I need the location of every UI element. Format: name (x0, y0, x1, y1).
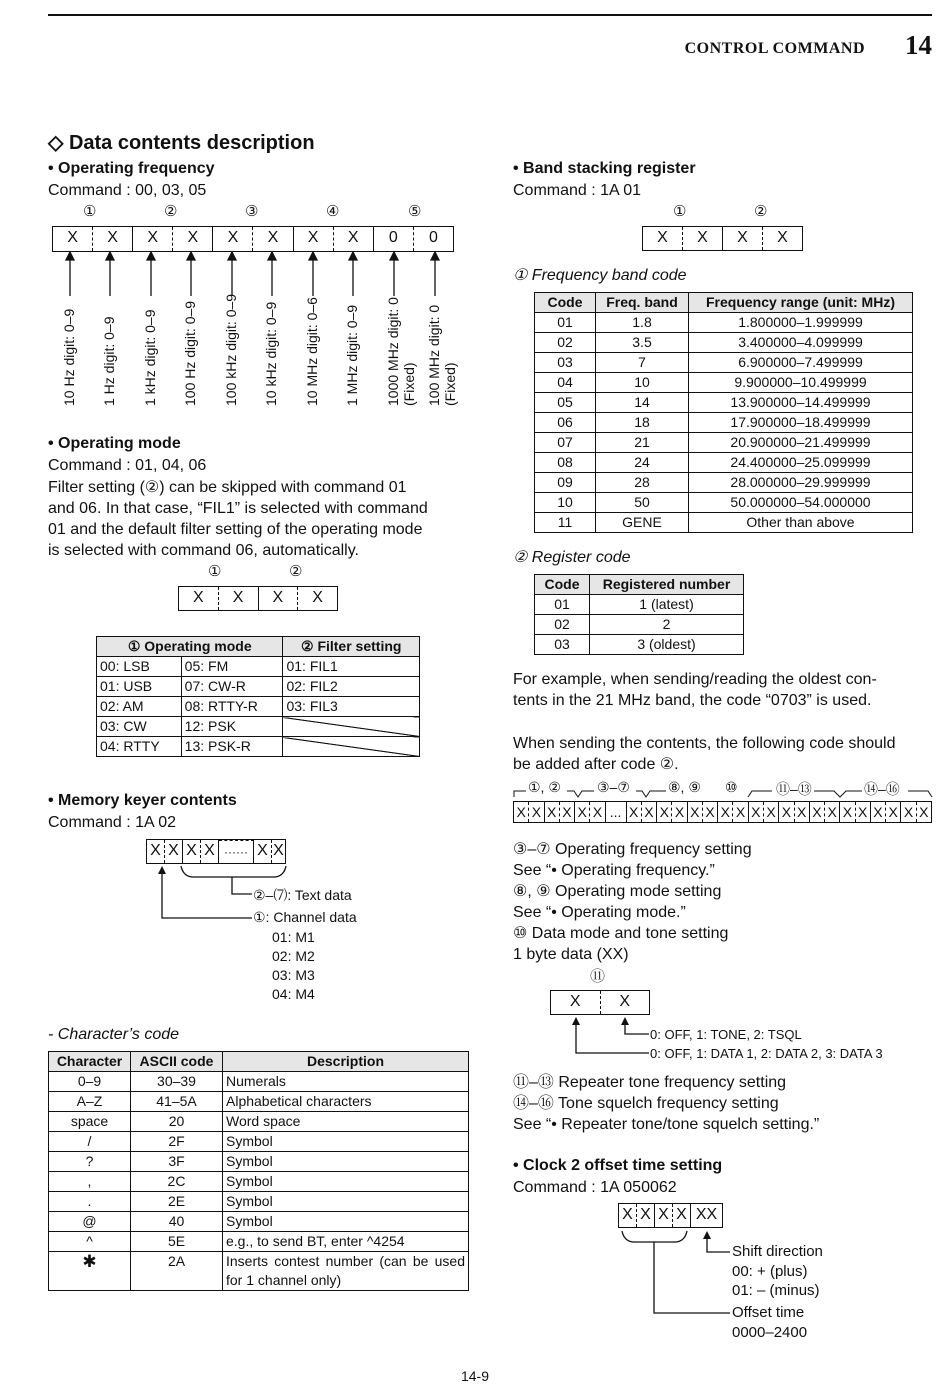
table-cell: 05 (535, 393, 596, 413)
table-cell: 40 (131, 1212, 223, 1232)
legend-line: 00: + (plus) (732, 1262, 808, 1280)
register-code-title: ② Register code (513, 549, 631, 566)
table-header: Code (535, 575, 590, 595)
data-cell: X (173, 227, 213, 251)
table-cell: 2 (590, 615, 744, 635)
digit-label: 1 MHz digit: 0–9 (344, 304, 360, 406)
table-header: ② Filter setting (283, 637, 420, 657)
data-mode-note: 0: OFF, 1: DATA 1, 2: DATA 2, 3: DATA 3 (650, 1046, 883, 1061)
table-cell: 2E (131, 1192, 223, 1212)
data-cell: X (637, 1204, 655, 1227)
marker: ① (208, 563, 222, 580)
marker: ① (673, 203, 687, 220)
seq-group-label: ①, ② (528, 779, 561, 795)
data-cell: X (165, 840, 183, 863)
sending-line: be added after code ②. (513, 756, 679, 773)
table-cell: 20.900000–21.499999 (689, 433, 913, 453)
op-freq-command: Command : 00, 03, 05 (48, 182, 207, 199)
table-cell: 41–5A (131, 1092, 223, 1112)
table-cell: 1.8 (596, 313, 689, 333)
data-cell: X (551, 991, 601, 1014)
table-cell: Word space (223, 1112, 469, 1132)
table-cell: Alphabetical characters (223, 1092, 469, 1112)
table-cell: 13.900000–14.499999 (689, 393, 913, 413)
table-cell: 5E (131, 1232, 223, 1252)
repeater-setting-line: See “• Repeater tone/tone squelch setting.” (513, 1116, 820, 1133)
digit-label: 100 Hz digit: 0–9 (182, 300, 198, 406)
setting-line: ⑩ Data mode and tone setting (513, 925, 729, 942)
repeater-setting-line: ⑭–⑯ Tone squelch frequency setting (513, 1095, 779, 1112)
table-cell: 7 (596, 353, 689, 373)
table-cell: 3.5 (596, 333, 689, 353)
table-cell: 02 (535, 615, 590, 635)
table-header: Frequency range (unit: MHz) (689, 293, 913, 313)
data-cell: X (213, 227, 253, 251)
table-cell: 03: CW (97, 717, 182, 737)
data-cell: X (147, 840, 165, 863)
text-data-label: ②–⑺: Text data (253, 887, 352, 903)
table-cell: ✱ (49, 1252, 131, 1291)
table-cell: Other than above (689, 513, 913, 533)
table-cell: 0–9 (49, 1072, 131, 1092)
data-cell: X (53, 227, 93, 251)
channel-option: 02: M2 (272, 948, 315, 964)
digit-label: 100 MHz digit: 0 (426, 304, 442, 406)
table-cell: Symbol (223, 1172, 469, 1192)
table-cell: 9.900000–10.499999 (689, 373, 913, 393)
table-cell: 04 (535, 373, 596, 393)
seq-group-label: ⑪–⑬ (776, 781, 812, 797)
table-cell: 50 (596, 493, 689, 513)
table-cell: Symbol (223, 1152, 469, 1172)
table-cell: 18 (596, 413, 689, 433)
char-code-title: - Character’s code (48, 1026, 180, 1043)
table-cell: 3.400000–4.099999 (689, 333, 913, 353)
data-cell: X (179, 587, 219, 610)
table-cell: 20 (131, 1112, 223, 1132)
table-cell: Symbol (223, 1132, 469, 1152)
table-cell: 11 (535, 513, 596, 533)
seq-group-label: ⑧, ⑨ (668, 779, 701, 795)
repeater-setting-line: ⑪–⑬ Repeater tone frequency setting (513, 1074, 787, 1091)
table-cell: 2F (131, 1132, 223, 1152)
table-cell: 10 (596, 373, 689, 393)
fixed-label: (Fixed) (401, 362, 417, 406)
data-cell: X (334, 227, 374, 251)
table-cell: 50.000000–54.000000 (689, 493, 913, 513)
channel-option: 01: M1 (272, 929, 315, 945)
table-cell: A–Z (49, 1092, 131, 1112)
fixed-label: (Fixed) (442, 362, 458, 406)
table-cell: 14 (596, 393, 689, 413)
offset-time-legend (732, 1303, 807, 1342)
digit-label: 10 kHz digit: 0–9 (263, 301, 279, 406)
table-cell: 28 (596, 473, 689, 493)
table-header: Character (49, 1052, 131, 1072)
marker: ④ (326, 203, 340, 220)
sequence-code-box: X X X X X X ... X X X X X X X X X X X X X X X X X X X X (513, 801, 932, 823)
table-cell: GENE (596, 513, 689, 533)
channel-option: 03: M3 (272, 967, 315, 983)
table-cell: 17.900000–18.499999 (689, 413, 913, 433)
marker: ② (754, 203, 768, 220)
running-header: CONTROL COMMAND (684, 40, 865, 57)
data-cell-ellipsis: ······ (219, 840, 254, 863)
data-cell: XX (695, 1206, 718, 1223)
table-cell: 03 (535, 635, 590, 655)
section-title: ◇ Data contents description (48, 132, 315, 154)
table-cell: 04: RTTY (97, 737, 182, 757)
digit-label: 10 Hz digit: 0–9 (61, 308, 77, 406)
table-cell: 1 (latest) (590, 595, 744, 615)
data-cell: X (643, 227, 683, 250)
data-cell: X (723, 227, 763, 250)
op-mode-title: • Operating mode (48, 435, 181, 452)
table-cell: ^ (49, 1232, 131, 1252)
table-cell: Numerals (223, 1072, 469, 1092)
marker: ⑤ (408, 203, 422, 220)
data-cell: X (673, 1204, 691, 1227)
table-cell: 3 (oldest) (590, 635, 744, 655)
channel-data-label: ①: Channel data (253, 909, 357, 925)
table-header: Description (223, 1052, 469, 1072)
digit-label: 1 Hz digit: 0–9 (101, 316, 117, 406)
data-cell: X (254, 840, 272, 863)
setting-line: See “• Operating frequency.” (513, 862, 715, 879)
table-cell: 01 (535, 595, 590, 615)
table-cell: 08 (535, 453, 596, 473)
digit-label: 10 MHz digit: 0–6 (304, 297, 320, 406)
chapter-number: 14 (905, 30, 932, 60)
table-cell: 07: CW-R (181, 677, 283, 697)
data-cell: X (259, 587, 299, 610)
marker: ① (83, 203, 97, 220)
mem-keyer-command: Command : 1A 02 (48, 814, 177, 831)
data-cell: X (655, 1204, 673, 1227)
data-cell: X (133, 227, 173, 251)
table-cell: 09 (535, 473, 596, 493)
op-mode-command: Command : 01, 04, 06 (48, 457, 207, 474)
table-cell: Symbol (223, 1192, 469, 1212)
band-stack-title: • Band stacking register (513, 160, 696, 177)
table-cell: 30–39 (131, 1072, 223, 1092)
table-header: Code (535, 293, 596, 313)
data-cell: X (294, 227, 334, 251)
mem-keyer-title: • Memory keyer contents (48, 792, 237, 809)
table-cell: ? (49, 1152, 131, 1172)
digit-label: 1000 MHz digit: 0 (385, 297, 401, 406)
example-line: tents in the 21 MHz band, the code “0703” is used. (513, 692, 872, 709)
table-cell: 05: FM (181, 657, 283, 677)
digit-label: 1 kHz digit: 0–9 (142, 309, 158, 406)
table-cell: space (49, 1112, 131, 1132)
table-cell: 2A (131, 1252, 223, 1291)
table-cell: @ (49, 1212, 131, 1232)
table-cell: 3F (131, 1152, 223, 1172)
table-cell: 12: PSK (181, 717, 283, 737)
table-cell: 24 (596, 453, 689, 473)
op-mode-desc-line: Filter setting (②) can be skipped with command 01 (48, 479, 407, 496)
shift-direction-legend (732, 1242, 823, 1301)
legend-line: 01: – (minus) (732, 1282, 820, 1299)
tone-note: 0: OFF, 1: TONE, 2: TSQL (650, 1027, 802, 1042)
table-cell: 01: FIL1 (283, 657, 420, 677)
data-cell: X (201, 840, 219, 863)
seq-group-label: ③–⑦ (597, 779, 630, 795)
table-cell: 03 (535, 353, 596, 373)
data-cell: X (777, 229, 788, 246)
marker: ③ (245, 203, 259, 220)
table-cell: 21 (596, 433, 689, 453)
legend-line: 0000–2400 (732, 1323, 808, 1341)
data-cell: X (219, 587, 259, 610)
op-mode-desc-line: 01 and the default filter setting of the operating mode (48, 521, 423, 538)
table-cell: 03: FIL3 (283, 697, 420, 717)
table-cell: 2C (131, 1172, 223, 1192)
table-cell: 6.900000–7.499999 (689, 353, 913, 373)
data-cell: X (273, 842, 284, 859)
data-cell: 0 (374, 227, 414, 251)
freq-band-code-title: ① Frequency band code (513, 267, 687, 284)
page-footer: 14-9 (460, 1368, 490, 1384)
clock2-command: Command : 1A 050062 (513, 1179, 677, 1196)
data-cell: X (183, 840, 201, 863)
table-cell: 28.000000–29.999999 (689, 473, 913, 493)
marker: ⑪ (590, 968, 606, 985)
clock2-title: • Clock 2 offset time setting (513, 1157, 723, 1174)
table-header: ASCII code (131, 1052, 223, 1072)
table-cell: 24.400000–25.099999 (689, 453, 913, 473)
setting-line: ③–⑦ Operating frequency setting (513, 841, 752, 858)
op-mode-desc-line: and 06. In that case, “FIL1” is selected with command (48, 500, 428, 517)
table-cell: e.g., to send BT, enter ^4254 (223, 1232, 469, 1252)
table-cell: 1.800000–1.999999 (689, 313, 913, 333)
table-cell: 01: USB (97, 677, 182, 697)
band-stack-command: Command : 1A 01 (513, 182, 642, 199)
seq-group-label: ⑭–⑯ (864, 781, 900, 797)
data-cell: X (619, 993, 631, 1010)
table-cell: / (49, 1132, 131, 1152)
legend-line: Offset time (732, 1304, 805, 1321)
table-cell: 08: RTTY-R (181, 697, 283, 717)
data-cell: X (683, 227, 723, 250)
setting-line: See “• Operating mode.” (513, 904, 686, 921)
table-header: Freq. band (596, 293, 689, 313)
table-cell: 06 (535, 413, 596, 433)
legend-line: Shift direction (732, 1243, 823, 1260)
table-cell: 10 (535, 493, 596, 513)
data-cell: X (619, 1204, 637, 1227)
data-cell: X (312, 589, 323, 606)
sending-line: When sending the contents, the following code should (513, 735, 896, 752)
table-cell: . (49, 1192, 131, 1212)
table-cell: 01 (535, 313, 596, 333)
channel-option: 04: M4 (272, 986, 315, 1002)
marker: ② (164, 203, 178, 220)
table-header: ① Operating mode (97, 637, 283, 657)
marker: ② (289, 563, 303, 580)
table-cell: Symbol (223, 1212, 469, 1232)
setting-line: ⑧, ⑨ Operating mode setting (513, 883, 722, 900)
table-cell: , (49, 1172, 131, 1192)
setting-line: 1 byte data (XX) (513, 946, 629, 963)
seq-group-label: ⑩ (725, 779, 738, 795)
table-cell: 07 (535, 433, 596, 453)
table-cell: 02: FIL2 (283, 677, 420, 697)
example-line: For example, when sending/reading the oldest con- (513, 671, 877, 688)
table-cell: 02: AM (97, 697, 182, 717)
table-cell: 02 (535, 333, 596, 353)
table-cell: Inserts contest number (can be used for 1 channel only) (223, 1252, 469, 1291)
digit-label: 100 kHz digit: 0–9 (223, 293, 239, 406)
op-mode-desc-line: is selected with command 06, automatically. (48, 542, 359, 559)
data-cell: X (93, 227, 133, 251)
table-cell: 13: PSK-R (181, 737, 283, 757)
table-header: Registered number (590, 575, 744, 595)
data-cell: X (253, 227, 293, 251)
op-freq-title: • Operating frequency (48, 160, 215, 177)
data-cell: 0 (428, 229, 438, 246)
table-cell: 00: LSB (97, 657, 182, 677)
